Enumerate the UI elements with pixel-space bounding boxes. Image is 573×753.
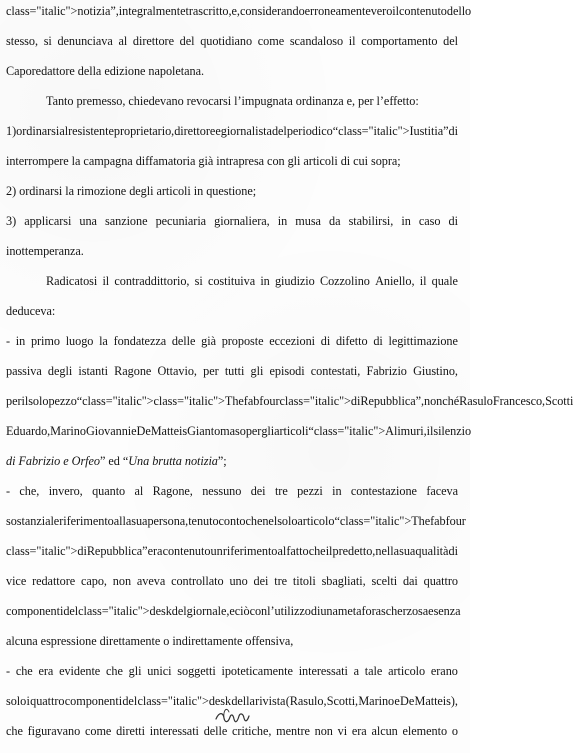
text-line: Tanto premesso, chiedevano revocarsi l’impugnata ordinanza e, per l’effetto:: [46, 94, 419, 108]
handwritten-signature: [213, 704, 251, 728]
text-line: passiva degli istanti Ragone Ottavio, per tutti gli episodi contestati, Fabrizio Giustino,: [6, 364, 458, 378]
text-line: 2) ordinarsi la rimozione degli articoli in questione;: [6, 184, 257, 198]
text-line: 3) applicarsi una sanzione pecuniaria giornaliera, in musa da stabilirsi, in caso di: [6, 214, 458, 228]
text-line: - che era evidente che gli unici soggetti ipoteticamente interessati a tale articolo erano: [6, 664, 458, 678]
text-line: vice redattore capo, non aveva controllato uno dei tre titoli sbagliati, scelti dai quattro: [6, 574, 458, 588]
text-line: interrompere la campagna diffamatoria già intrapresa con gli articoli di cui sopra;: [6, 154, 401, 168]
text-line: deduceva:: [6, 304, 56, 318]
text-line: 1) ordinarsi al resistente proprietario, direttore e giornalista del periodico “class="italic">Iustitia” di: [6, 124, 458, 138]
text-line: Eduardo, Marino Giovanni e De Matteis Giantomaso per gli articoli “class="italic">Alimuri,ilsilenzio: [6, 424, 472, 438]
text-line: class="italic">notizia”, integralmente trascritto, e, considerando erroneamente vero il contenuto dello: [6, 4, 472, 18]
text-line: stesso, si denunciava al direttore del quotidiano come scandaloso il comportamento del: [6, 34, 458, 48]
text-line: che figuravano come diretti interessati delle critiche, mentre non vi era alcun elemento o: [6, 724, 458, 738]
text-line: componenti del class="italic">desk del giornale, e ciò con l’utilizzo di una metafora scherzosa e senza: [6, 604, 461, 618]
text-line: Caporedattore della edizione napoletana.: [6, 64, 204, 78]
text-line: alcuna espressione direttamente o indirettamente offensiva,: [6, 634, 294, 648]
text-line: inottemperanza.: [6, 244, 84, 258]
text-line: per il solo pezzo “class="italic">class="italic">Thefabfourclass="italic">diRepubblica”, nonché Rasulo Francesco, Scotti: [6, 394, 573, 408]
text-line: - in primo luogo la fondatezza delle già proposte eccezioni di difetto di legittimazione: [6, 334, 458, 348]
text-line: - che, invero, quanto al Ragone, nessuno dei tre pezzi in contestazione faceva: [6, 484, 458, 498]
text-line: solo i quattro componenti del class="italic">desk della rivista (Rasulo, Scotti, Marino e De Matteis),: [6, 694, 458, 708]
text-line: di Fabrizio e Orfeo” ed “Una brutta notizia”;: [6, 454, 227, 468]
text-line: class="italic">diRepubblica” era contenuto un riferimento al fatto che il predetto, nella sua qualità di: [6, 544, 458, 558]
text-line: sostanziale riferimento alla sua persona, tenuto conto che nel solo articolo “class="italic">Thefabfour: [6, 514, 466, 528]
text-line: Radicatosi il contraddittorio, si costituiva in giudizio Cozzolino Aniello, il quale: [46, 274, 458, 288]
